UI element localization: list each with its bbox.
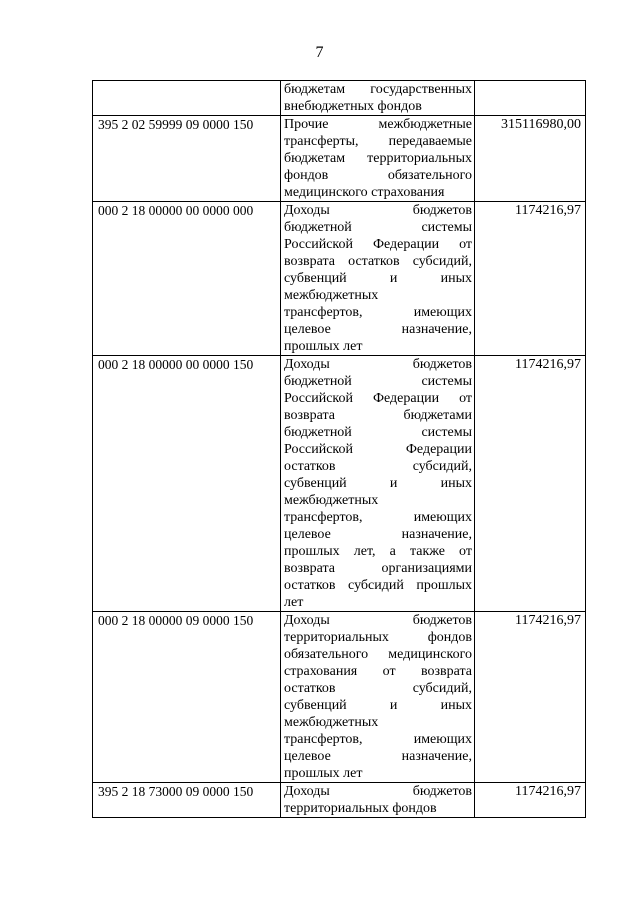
revenue-name-line: прошлых лет xyxy=(284,766,363,781)
revenue-name-line: субвенций и иных xyxy=(284,698,472,713)
revenue-name-line: целевое назначение, xyxy=(284,527,472,542)
revenue-name-line: внебюджетных фондов xyxy=(284,99,422,114)
revenue-name-line: обязательного медицинского xyxy=(284,647,472,662)
revenue-name-line: Доходы бюджетов xyxy=(284,203,472,218)
budget-classification-code: 000 2 18 00000 09 0000 150 xyxy=(93,612,281,783)
revenue-name-line: целевое назначение, xyxy=(284,322,472,337)
budget-classification-code: 000 2 18 00000 00 0000 000 xyxy=(93,202,281,356)
table-row xyxy=(93,81,586,116)
revenue-name-line: территориальных фондов xyxy=(284,801,437,816)
revenue-name-cell xyxy=(281,202,475,356)
table-body xyxy=(93,81,586,818)
revenue-name-cell xyxy=(281,356,475,612)
table-row xyxy=(93,783,586,818)
revenue-name-line: трансферты, передаваемые xyxy=(284,134,472,149)
revenue-name-line: страхования от возврата xyxy=(284,664,472,679)
amount-cell: 315116980,00 xyxy=(475,116,586,202)
revenue-name-line: фондов обязательного xyxy=(284,168,472,183)
revenue-name-line: возврата остатков субсидий, xyxy=(284,254,472,269)
table-row xyxy=(93,612,586,783)
revenue-name-line: межбюджетных xyxy=(284,493,379,508)
revenue-name-line: бюджетам государственных xyxy=(284,82,472,97)
revenue-name-line: медицинского страхования xyxy=(284,185,445,200)
budget-classification-code: 395 2 18 73000 09 0000 150 xyxy=(93,783,281,818)
revenue-name-cell xyxy=(281,81,475,116)
amount-cell: 1174216,97 xyxy=(475,356,586,612)
revenue-name-line: прошлых лет, а также от xyxy=(284,544,472,559)
revenue-name-line: остатков субсидий, xyxy=(284,459,472,474)
revenue-name-cell xyxy=(281,116,475,202)
revenue-name-line: бюджетной системы xyxy=(284,220,472,235)
revenue-name-line: остатков субсидий, xyxy=(284,681,472,696)
revenue-name-line: межбюджетных xyxy=(284,715,379,730)
revenue-name-line: целевое назначение, xyxy=(284,749,472,764)
amount-cell: 1174216,97 xyxy=(475,783,586,818)
budget-classification-code: 395 2 02 59999 09 0000 150 xyxy=(93,116,281,202)
revenue-name-line: межбюджетных xyxy=(284,288,379,303)
revenue-name-line: Прочие межбюджетные xyxy=(284,117,472,132)
amount-cell: 1174216,97 xyxy=(475,612,586,783)
budget-classification-code: 000 2 18 00000 00 0000 150 xyxy=(93,356,281,612)
amount-cell: 1174216,97 xyxy=(475,202,586,356)
table-row xyxy=(93,356,586,612)
revenue-name-line: субвенций и иных xyxy=(284,476,472,491)
revenue-name-line: трансфертов, имеющих xyxy=(284,305,472,320)
revenue-name-cell xyxy=(281,612,475,783)
revenue-name-line: возврата бюджетами xyxy=(284,408,472,423)
table-row xyxy=(93,202,586,356)
revenue-name-line: трансфертов, имеющих xyxy=(284,732,472,747)
revenue-name-line: трансфертов, имеющих xyxy=(284,510,472,525)
revenue-name-line: субвенций и иных xyxy=(284,271,472,286)
revenue-name-line: Российской Федерации xyxy=(284,442,472,457)
revenue-name-line: остатков субсидий прошлых xyxy=(284,578,472,593)
table-row xyxy=(93,116,586,202)
revenue-name-line: возврата организациями xyxy=(284,561,472,576)
revenue-name-line: лет xyxy=(284,595,304,610)
revenue-name-line: Российской Федерации от xyxy=(284,237,472,252)
page-number: 7 xyxy=(315,44,324,61)
revenue-name-cell xyxy=(281,783,475,818)
revenue-name-line: Российской Федерации от xyxy=(284,391,472,406)
revenue-name-line: бюджетной системы xyxy=(284,374,472,389)
budget-revenue-table xyxy=(92,80,586,818)
revenue-name-line: бюджетной системы xyxy=(284,425,472,440)
revenue-name-line: Доходы бюджетов xyxy=(284,613,472,628)
revenue-name-line: Доходы бюджетов xyxy=(284,784,472,799)
budget-classification-code xyxy=(93,81,281,116)
revenue-name-line: Доходы бюджетов xyxy=(284,357,472,372)
revenue-name-line: бюджетам территориальных xyxy=(284,151,472,166)
amount-cell xyxy=(475,81,586,116)
revenue-name-line: территориальных фондов xyxy=(284,630,472,645)
revenue-name-line: прошлых лет xyxy=(284,339,363,354)
